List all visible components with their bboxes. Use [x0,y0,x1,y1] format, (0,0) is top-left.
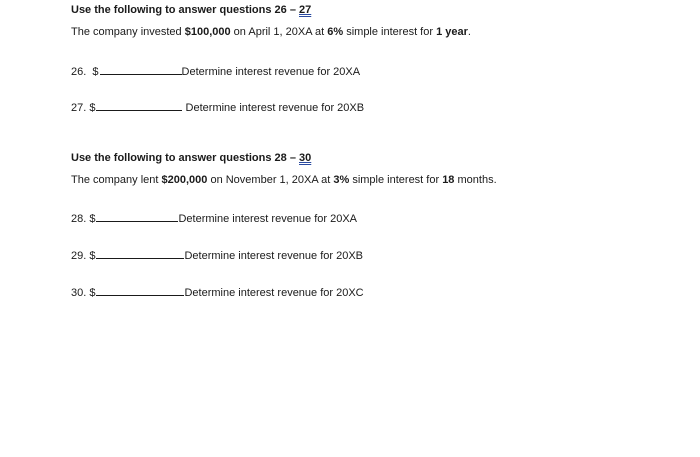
section2-heading [71,151,311,165]
section1-stmt-rate: 6% [327,26,344,38]
question-number: 30. [71,287,87,299]
answer-blank[interactable] [100,63,182,75]
section1-stmt-text-2: on April 1, 20XA at [230,26,328,38]
section2-stmt-term: 18 [442,174,455,186]
section1-stmt-text-4: . [467,26,471,38]
section2-stmt-text-1: The company lent [71,174,162,186]
question-number: 27. [71,102,87,114]
answer-blank[interactable] [96,284,184,296]
section1-statement [71,25,471,39]
section1-stmt-text-1: The company invested [71,26,185,38]
section1-heading-prefix: Use the following to answer questions 26 – [71,4,299,16]
section2-stmt-text-4: months. [454,174,497,186]
question-text: Determine interest revenue for 20XA [178,213,358,225]
currency-sign: $ [89,213,96,225]
question-27 [71,99,364,115]
question-29 [71,247,363,263]
currency-sign: $ [89,102,96,114]
section1-stmt-text-3: simple interest for [343,26,437,38]
question-text: Determine interest revenue for 20XA [181,66,361,78]
section2-stmt-rate: 3% [333,174,350,186]
question-text: Determine interest revenue for 20XC [184,287,364,299]
section2-statement [71,173,497,187]
section1-heading-link[interactable]: 27 [299,4,312,16]
section2-heading-link[interactable]: 30 [299,152,312,164]
section1-heading [71,3,311,17]
answer-blank[interactable] [96,210,178,222]
section1-stmt-term: 1 year [436,26,468,38]
question-number: 29. [71,250,87,262]
currency-sign: $ [89,250,96,262]
question-text: Determine interest revenue for 20XB [184,250,364,262]
section2-heading-prefix: Use the following to answer questions 28 – [71,152,299,164]
section2-stmt-text-3: simple interest for [349,174,443,186]
currency-sign: $ [92,66,99,78]
currency-sign: $ [89,287,96,299]
section1-stmt-amount: $100,000 [184,26,231,38]
question-30 [71,284,364,300]
section2-stmt-text-2: on November 1, 20XA at [207,174,334,186]
question-number: 28. [71,213,87,225]
question-number: 26. [71,66,87,78]
answer-blank[interactable] [96,247,184,259]
question-text: Determine interest revenue for 20XB [185,102,365,114]
question-26 [71,63,360,79]
answer-blank[interactable] [96,99,182,111]
question-28 [71,210,357,226]
section2-stmt-amount: $200,000 [161,174,208,186]
